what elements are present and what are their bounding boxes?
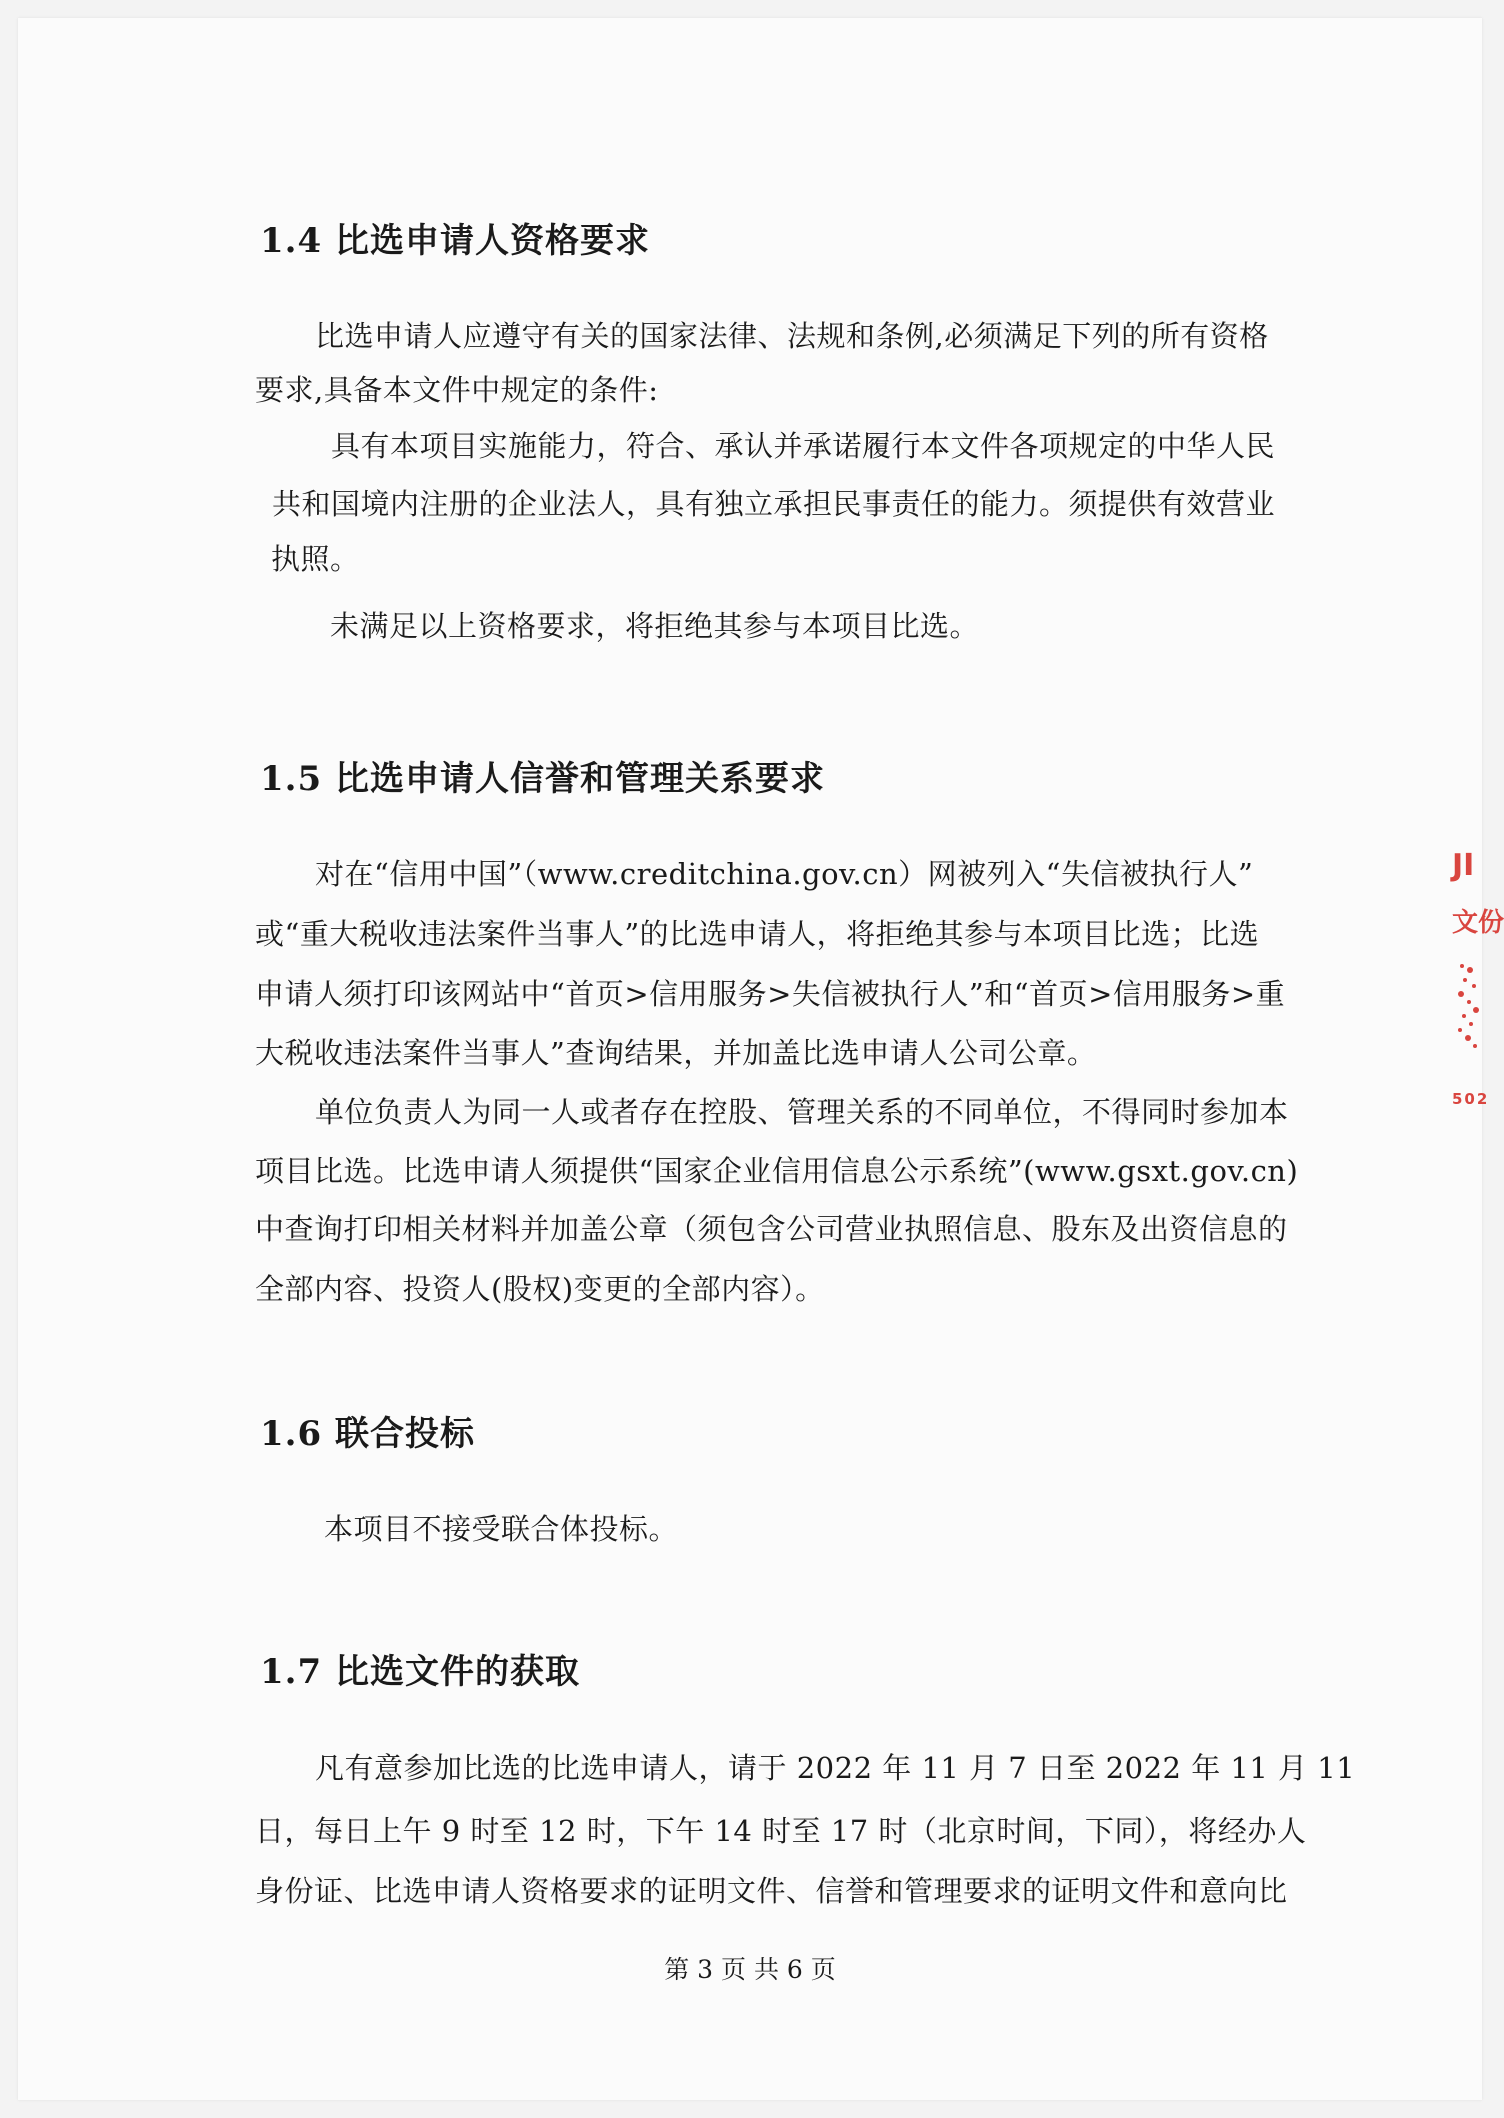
paragraph-line: 本项目不接受联合体投标。 — [324, 1512, 679, 1546]
paragraph-line: 凡有意参加比选的比选申请人，请于 2022 年 11 月 7 日至 2022 年 11 月 11 — [315, 1751, 1356, 1785]
page-number-footer: 第 3 页 共 6 页 — [664, 1955, 836, 1984]
seal-ink-speckle — [1456, 958, 1480, 1058]
paragraph-line: 具有本项目实施能力，符合、承认并承诺履行本文件各项规定的中华人民 — [331, 429, 1276, 463]
paragraph-line: 执照。 — [271, 542, 360, 576]
paragraph-line: 中查询打印相关材料并加盖公章（须包含公司营业执照信息、股东及出资信息的 — [255, 1212, 1288, 1246]
section-heading-1-5: 1.5 比选申请人信誉和管理关系要求 — [260, 759, 825, 799]
paragraph-line: 共和国境内注册的企业法人，具有独立承担民事责任的能力。须提供有效营业 — [272, 487, 1276, 521]
section-heading-1-7: 1.7 比选文件的获取 — [260, 1652, 580, 1692]
paragraph-line: 未满足以上资格要求，将拒绝其参与本项目比选。 — [330, 609, 980, 643]
seal-top-text: JI — [1452, 848, 1475, 883]
seal-bottom-text: 502 — [1452, 1090, 1490, 1108]
section-heading-1-6: 1.6 联合投标 — [260, 1414, 475, 1454]
paragraph-line: 要求,具备本文件中规定的条件: — [255, 373, 659, 407]
paragraph-line: 对在“信用中国”（www.creditchina.gov.cn）网被列入“失信被执行人” — [315, 857, 1254, 891]
paragraph-line: 项目比选。比选申请人须提供“国家企业信用信息公示系统”(www.gsxt.gov.cn) — [255, 1154, 1299, 1188]
section-heading-1-4: 1.4 比选申请人资格要求 — [260, 221, 650, 261]
paragraph-line: 单位负责人为同一人或者存在控股、管理关系的不同单位，不得同时参加本 — [315, 1095, 1289, 1129]
seal-mid-text: 文份 — [1452, 908, 1504, 938]
paragraph-line: 全部内容、投资人(股权)变更的全部内容）。 — [255, 1272, 825, 1306]
paragraph-line: 大税收违法案件当事人”查询结果，并加盖比选申请人公司公章。 — [255, 1036, 1097, 1070]
paragraph-line: 比选申请人应遵守有关的国家法律、法规和条例,必须满足下列的所有资格 — [315, 319, 1269, 353]
paragraph-line: 或“重大税收违法案件当事人”的比选申请人，将拒绝其参与本项目比选；比选 — [255, 917, 1260, 951]
paragraph-line: 申请人须打印该网站中“首页>信用服务>失信被执行人”和“首页>信用服务>重 — [255, 977, 1286, 1011]
document-page — [18, 18, 1504, 2100]
paragraph-line: 身份证、比选申请人资格要求的证明文件、信誉和管理要求的证明文件和意向比 — [255, 1874, 1288, 1908]
paragraph-line: 日，每日上午 9 时至 12 时，下午 14 时至 17 时（北京时间，下同），将经办人 — [255, 1814, 1307, 1848]
red-seal-stamp — [1450, 828, 1504, 1118]
